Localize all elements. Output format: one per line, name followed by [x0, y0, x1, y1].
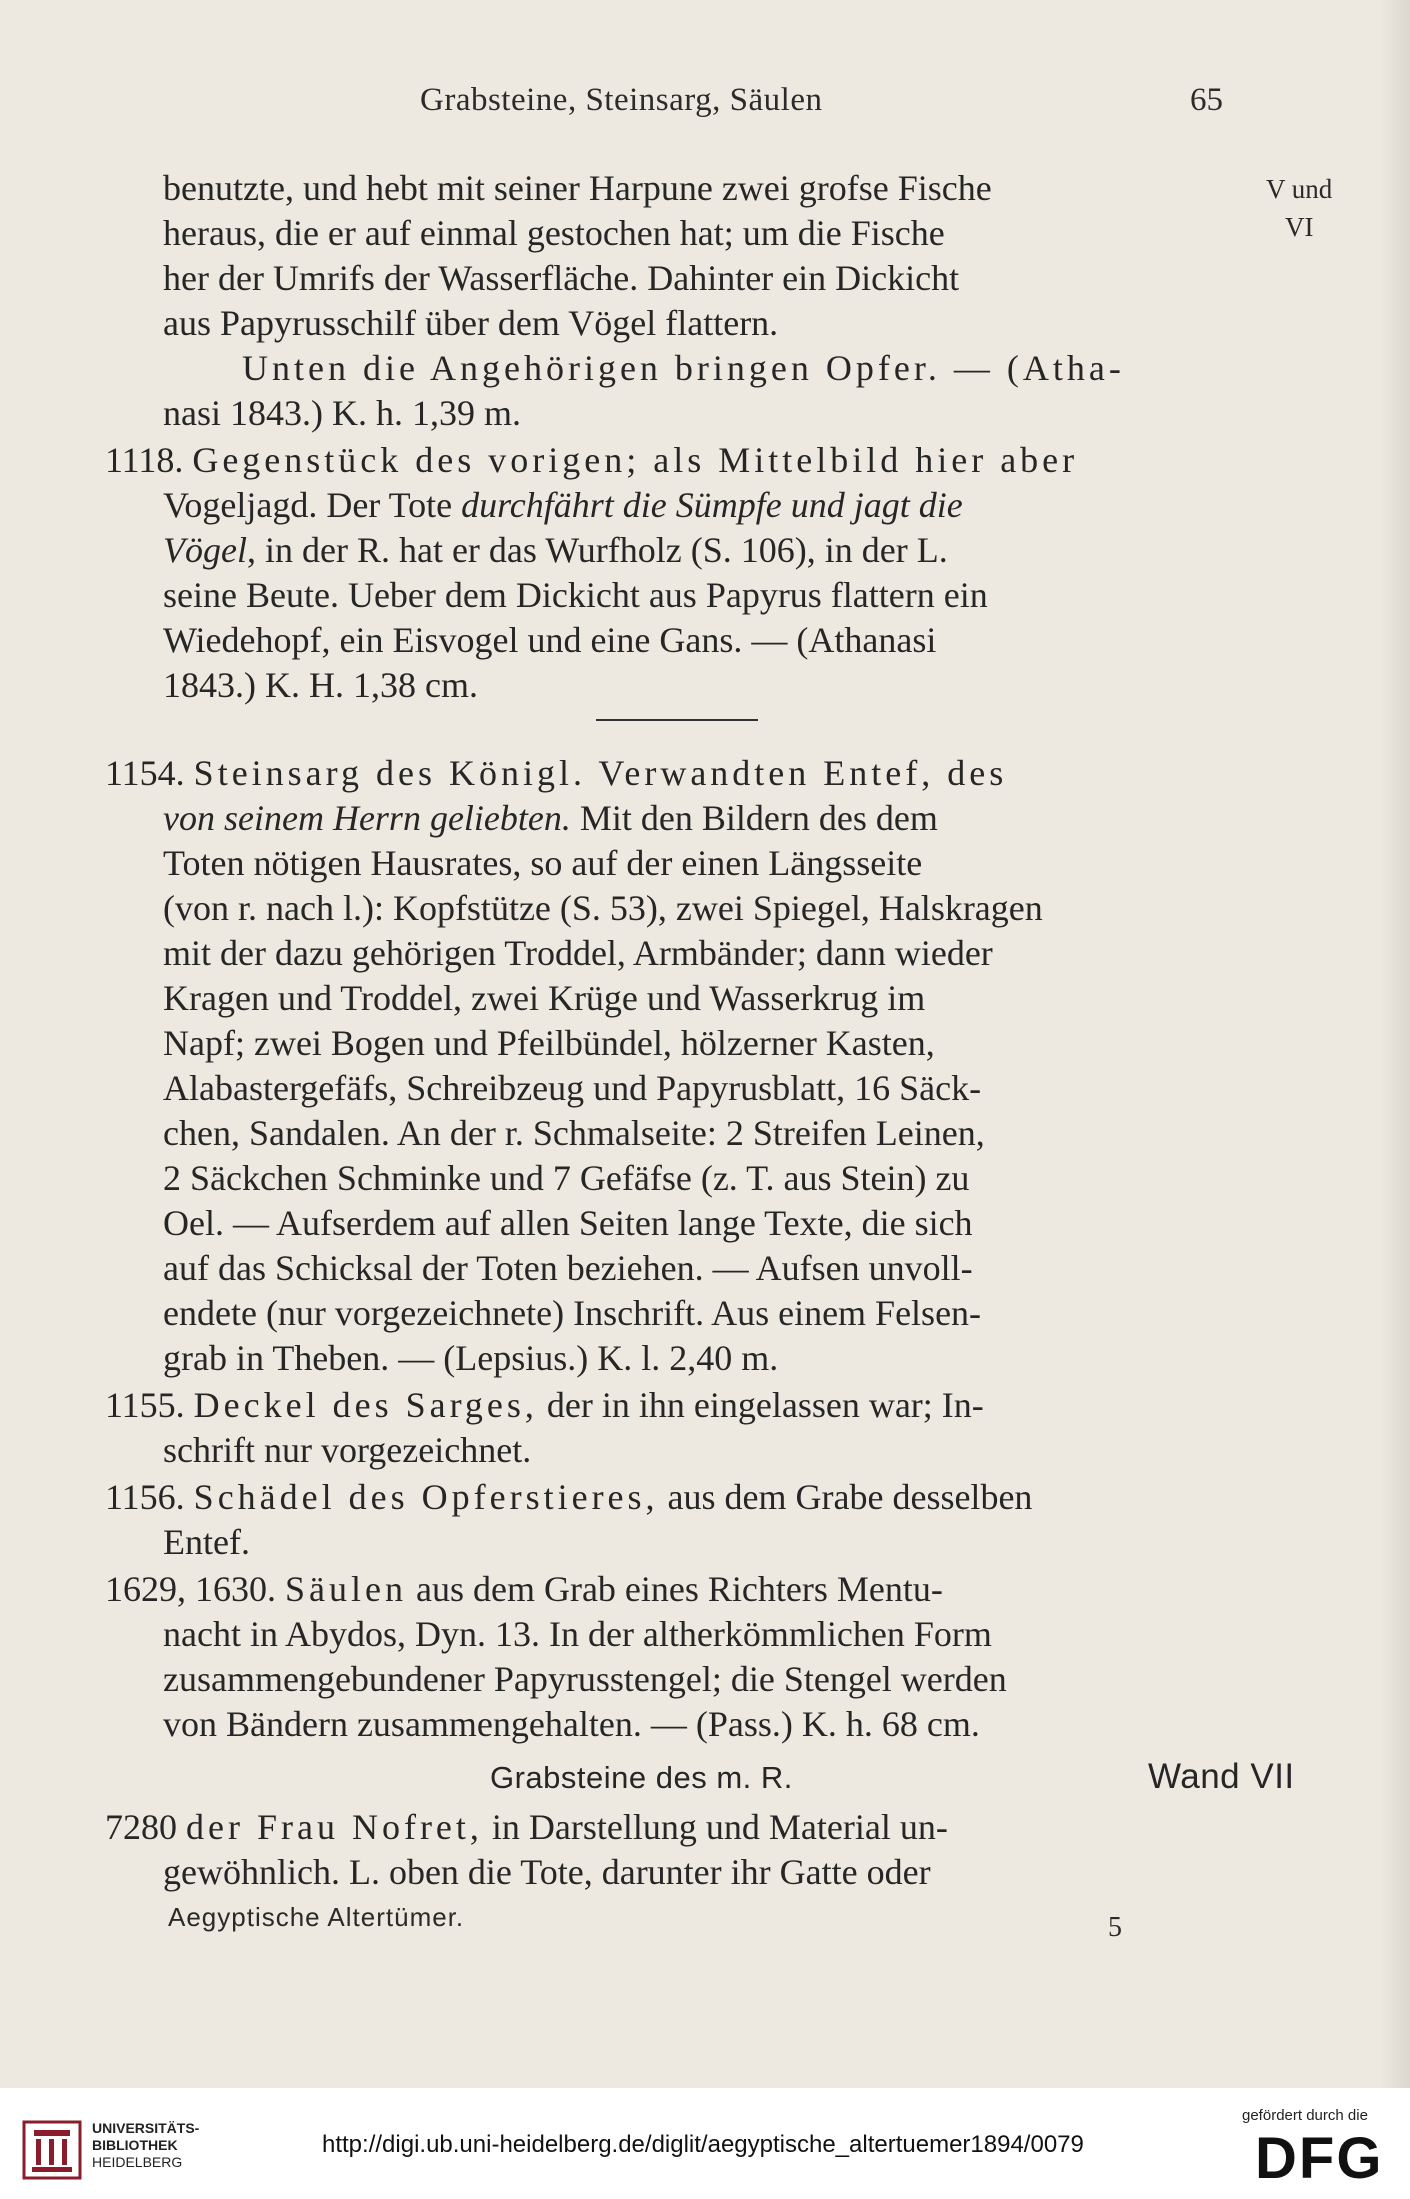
text-line	[163, 483, 963, 527]
entry-title: Steinsarg des Königl. Verwandten Entef, des	[193, 753, 1008, 793]
text-line: 2 Säckchen Schminke und 7 Gefäfse (z. T. aus Stein) zu	[163, 1158, 970, 1198]
running-head-title: Grabsteine, Steinsarg, Säulen	[420, 82, 823, 118]
text-line: nacht in Abydos, Dyn. 13. In der altherkömmlichen Form	[163, 1614, 992, 1654]
text-line: auf das Schicksal der Toten beziehen. — Aufsen unvoll-	[163, 1248, 973, 1288]
text-line: schrift nur vorgezeichnet.	[163, 1430, 532, 1470]
entry-number: 1629, 1630.	[105, 1569, 276, 1609]
text-span: in Darstellung und Material un-	[482, 1807, 948, 1847]
entry-title: Gegenstück des vorigen; als Mittelbild hier aber	[192, 440, 1079, 480]
entry-title: Schädel des Opferstieres,	[193, 1477, 659, 1517]
text-line: Oel. — Aufserdem auf allen Seiten lange Texte, die sich	[163, 1203, 973, 1243]
text-line: Napf; zwei Bogen und Pfeilbündel, hölzerner Kasten,	[163, 1023, 935, 1063]
entry-number: 1154.	[105, 753, 185, 793]
text-span: aus dem Grabe desselben	[658, 1477, 1033, 1517]
text-line: zusammengebundener Papyrusstengel; die Stengel werden	[163, 1659, 1007, 1699]
entry-1629	[105, 1567, 943, 1611]
entry-1154	[105, 751, 1007, 795]
text-line: grab in Theben. — (Lepsius.) K. l. 2,40 m.	[163, 1338, 779, 1378]
text-line: von Bändern zusammengehalten. — (Pass.) K. h. 68 cm.	[163, 1704, 980, 1744]
text-line: Unten die Angehörigen bringen Opfer. — (Atha-	[242, 348, 1125, 388]
dfg-logo: DFG	[1255, 2126, 1384, 2191]
library-name	[92, 2120, 199, 2171]
signature-mark: 5	[1108, 1912, 1122, 1943]
text-line: nasi 1843.) K. h. 1,39 m.	[163, 393, 521, 433]
text-line: endete (nur vorgezeichnete) Inschrift. Aus einem Felsen-	[163, 1293, 982, 1333]
entry-number: 7280	[105, 1807, 177, 1847]
text-line: mit der dazu gehörigen Troddel, Armbänder; dann wieder	[163, 933, 993, 973]
italic-span: durchfährt die Sümpfe und jagt die	[461, 485, 963, 525]
italic-span: Vögel	[163, 530, 247, 570]
text-span: , in der R. hat er das Wurfholz (S. 106), in der L.	[246, 530, 948, 570]
entry-title: Säulen	[285, 1569, 407, 1609]
library-seal-icon	[22, 2120, 82, 2180]
entry-number: 1118.	[105, 440, 184, 480]
text-line: Wiedehopf, ein Eisvogel und eine Gans. — (Athanasi	[163, 620, 937, 660]
text-line: her der Umrifs der Wasserfläche. Dahinter ein Dickicht	[163, 258, 960, 298]
footer-title: Aegyptische Altertümer.	[168, 1902, 465, 1932]
library-line-1: UNIVERSITÄTS-	[92, 2120, 200, 2136]
funding-note: gefördert durch die	[1242, 2107, 1368, 2124]
text-line	[163, 796, 938, 840]
entry-1155	[105, 1383, 984, 1427]
italic-span: von seinem Herrn geliebten.	[163, 798, 571, 838]
text-line	[163, 528, 948, 572]
library-line-3: HEIDELBERG	[92, 2154, 183, 2170]
text-line: aus Papyrusschilf über dem Vögel flattern.	[163, 303, 779, 343]
text-line: gewöhnlich. L. oben die Tote, darunter ihr Gatte oder	[163, 1852, 931, 1892]
entry-number: 1155.	[105, 1385, 185, 1425]
text-line: Alabastergefäfs, Schreibzeug und Papyrusblatt, 16 Säck-	[163, 1068, 982, 1108]
permalink-url[interactable]: http://digi.ub.uni-heidelberg.de/diglit/aegyptische_altertuemer1894/0079	[322, 2131, 1084, 2158]
entry-number: 1156.	[105, 1477, 185, 1517]
entry-1118	[105, 438, 1078, 482]
text-span: Vogeljagd. Der Tote	[163, 485, 462, 525]
text-span: der in ihn eingelassen war; In-	[537, 1385, 984, 1425]
text-line: benutzte, und hebt mit seiner Harpune zwei grofse Fische	[163, 168, 992, 208]
text-span: aus dem Grab eines Richters Mentu-	[406, 1569, 943, 1609]
entry-title: der Frau Nofret,	[186, 1807, 483, 1847]
library-line-2: BIBLIOTHEK	[92, 2137, 178, 2153]
entry-7280	[105, 1805, 948, 1849]
margin-note-wall-vi: VI	[1285, 212, 1314, 242]
section-wall-label: Wand VII	[1148, 1757, 1295, 1796]
text-line: Entef.	[163, 1522, 250, 1562]
text-span: Mit den Bildern des dem	[570, 798, 938, 838]
separator-rule	[596, 719, 758, 721]
text-line: Kragen und Troddel, zwei Krüge und Wasserkrug im	[163, 978, 926, 1018]
page-number: 65	[1190, 82, 1223, 118]
text-line: seine Beute. Ueber dem Dickicht aus Papyrus flattern ein	[163, 575, 988, 615]
entry-title: Deckel des Sarges,	[193, 1385, 538, 1425]
text-line: chen, Sandalen. An der r. Schmalseite: 2 Streifen Leinen,	[163, 1113, 985, 1153]
text-line: Toten nötigen Hausrates, so auf der einen Längsseite	[163, 843, 923, 883]
text-line: (von r. nach l.): Kopfstütze (S. 53), zwei Spiegel, Halskragen	[163, 888, 1043, 928]
section-heading: Grabsteine des m. R.	[490, 1760, 793, 1795]
text-line: heraus, die er auf einmal gestochen hat; um die Fische	[163, 213, 945, 253]
entry-1156	[105, 1475, 1032, 1519]
text-line: 1843.) K. H. 1,38 cm.	[163, 665, 478, 705]
margin-note-wall: V und	[1266, 174, 1333, 204]
